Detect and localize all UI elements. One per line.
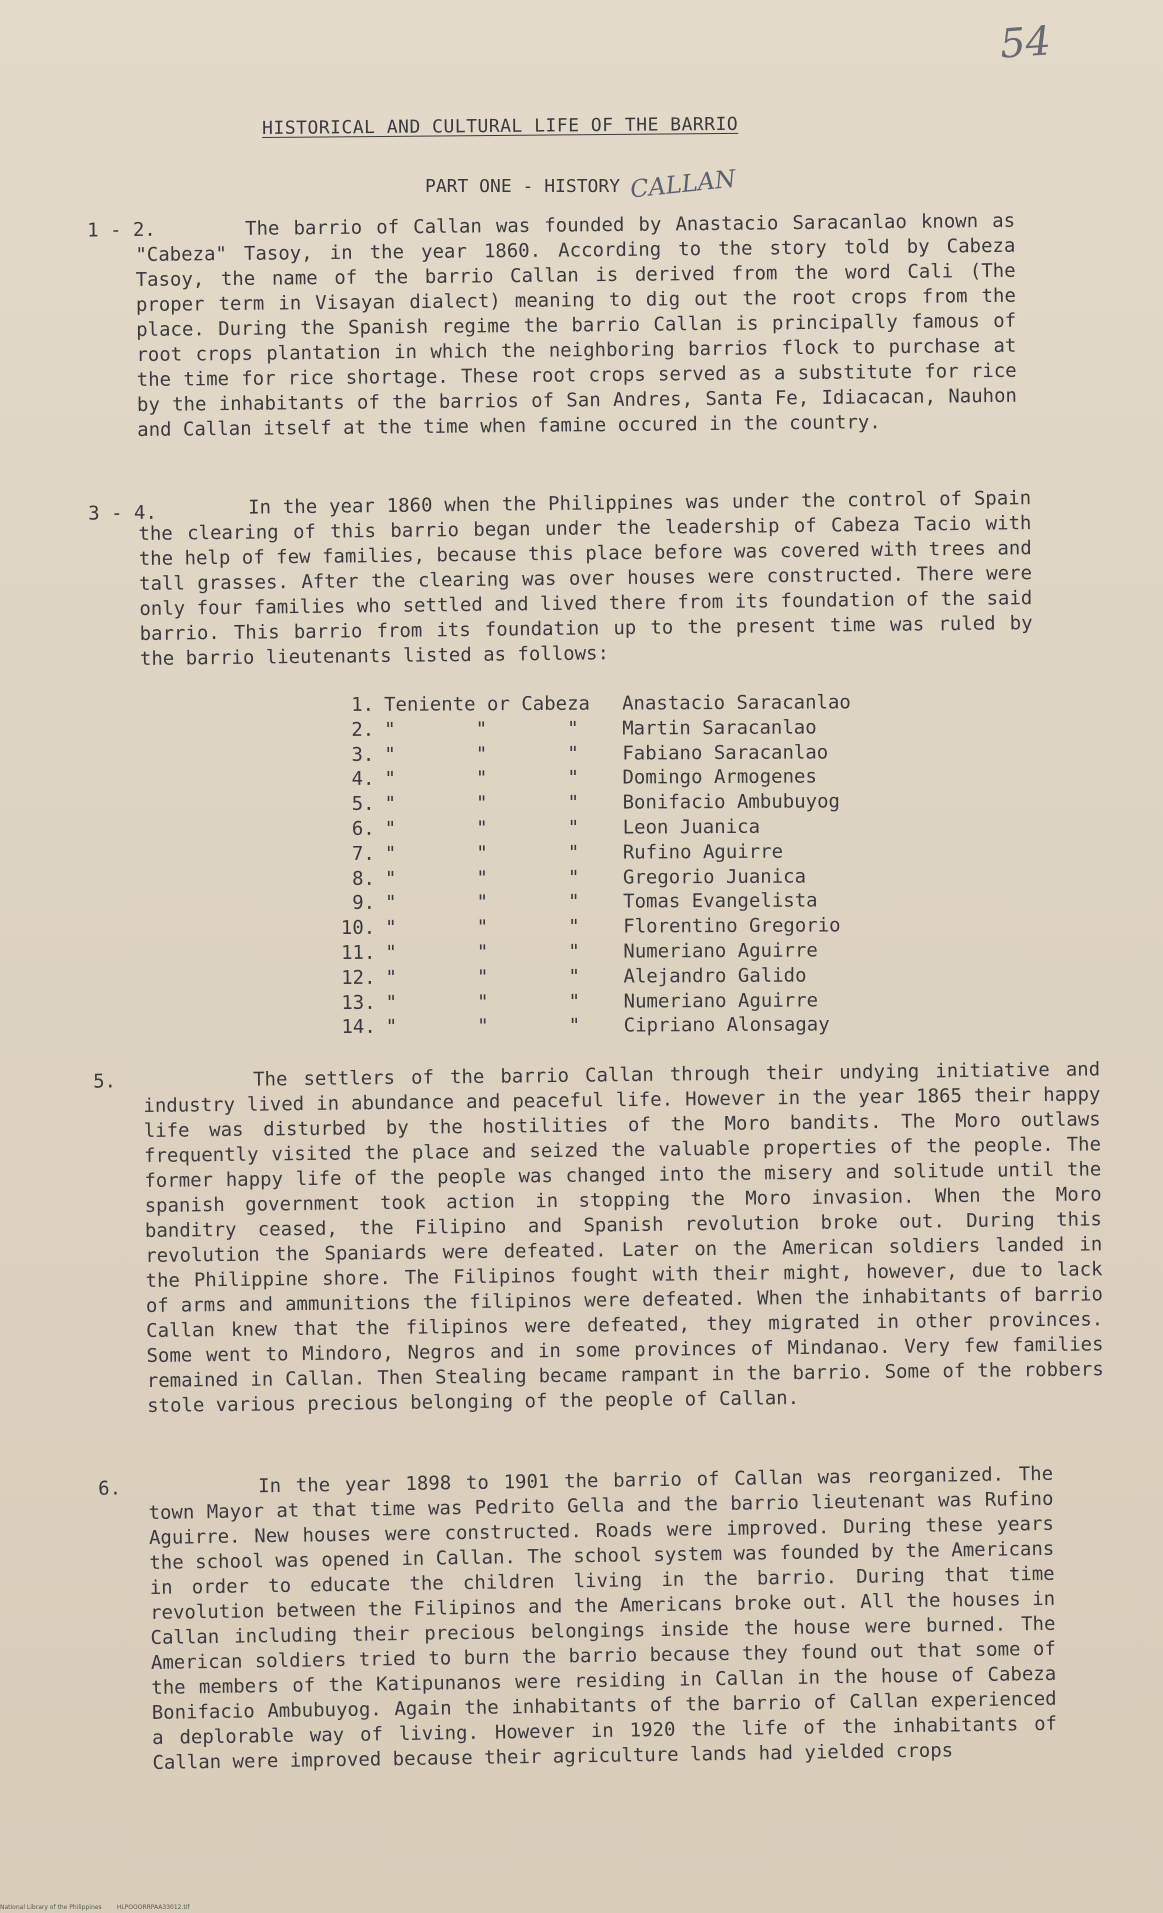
list-item-name: Cipriano Alonsagay [623, 1013, 830, 1037]
subtitle-text: PART ONE - HISTORY [425, 176, 621, 197]
list-item-title: " " " [384, 717, 579, 741]
list-item [338, 690, 898, 718]
list-item-name: Alejandro Galido [623, 964, 807, 988]
list-item [339, 789, 899, 817]
list-item [339, 839, 899, 867]
list-item-title: " " " [384, 742, 579, 766]
list-item [339, 913, 899, 941]
list-item-number: 10. [340, 916, 376, 940]
list-item [338, 715, 898, 743]
list-item-number: 13. [341, 991, 376, 1014]
list-item-number: 9. [352, 892, 376, 915]
list-item-name: Gregorio Juanica [622, 865, 807, 889]
lieutenants-list [338, 690, 900, 1040]
list-item [339, 963, 899, 991]
paragraph-text: The settlers of the barrio Callan through their undying initiative and industry lived in abundance and peaceful life. However in the year 1865 their happy life was disturbed by the hostilities of the Moro bandits. The Moro outlaws frequently visited the place and seized the valuable properties of the people. The former happy life of the people was changed into the misery and solitude until the spanish government took action in stopping the Moro invasion. When the Moro banditry ceased, the Filipino and Spanish revolution broke out. During this revolution the Spaniards were defeated. Later on the American soldiers landed in the Philippine shore. The Filipinos fought with their might, however, due to lack of arms and ammunitions the filipinos were defeated. When the inhabitants of barrio Callan knew that the filipinos were defeated, they migrated in other provinces. Some went to Mindoro, Negros and in some provinces of Mindanao. Very few families remained in Callan. Then Stealing became rampant in the barrio. Some of the robbers stole various precious belonging of the people of Callan. [143, 1058, 1104, 1417]
paragraph-number: 3 - 4. [88, 501, 157, 525]
list-item [340, 1012, 900, 1040]
paragraph-6 [98, 1462, 1058, 1776]
page-subtitle [425, 164, 738, 204]
list-item-name: Florentino Gregorio [623, 914, 841, 938]
list-item-title: " " " [385, 990, 581, 1014]
list-item-number: 1. [351, 693, 375, 716]
list-item-name: Numeriano Aguirre [623, 939, 818, 963]
list-item-number: 11. [340, 941, 376, 964]
page-title: HISTORICAL AND CULTURAL LIFE OF THE BARRIO [262, 113, 739, 139]
list-item-title: Teniente or Cabeza [384, 692, 591, 716]
list-item-number: 7. [351, 842, 375, 865]
list-item-title: " " " [385, 891, 580, 915]
archive-footer: National Library of the Philippines HLPOOORRPAA33012.tif [0, 1904, 190, 1911]
list-item [338, 740, 898, 768]
list-item-title: " " " [385, 940, 580, 964]
list-item-number: 3. [351, 743, 375, 766]
list-item-name: Bonifacio Ambubuyog [622, 790, 840, 814]
list-item-number: 12. [341, 966, 376, 989]
list-item-number: 5. [351, 792, 375, 816]
paragraph-text: In the year 1860 when the Philippines was under the control of Spain the clearing of this barrio began under the leadership of Cabeza Tacio with the help of few families, because this place before was covered with trees and tall grasses. After the clearing was over houses were constructed. There were only four families who settled and lived there from its foundation of the said barrio. This barrio from its foundation up to the present time was ruled by the barrio lieutenants listed as follows: [138, 487, 1033, 670]
list-item-number: 2. [351, 718, 375, 741]
list-item-name: Martin Saracanlao [622, 716, 817, 740]
paragraph-number: 1 - 2. [87, 218, 156, 242]
list-item-name: Numeriano Aguirre [623, 989, 819, 1013]
list-item [339, 864, 899, 892]
list-item-number: 14. [341, 1016, 376, 1039]
list-item-number: 4. [351, 768, 375, 791]
list-item-title: " " " [385, 965, 581, 989]
paragraph-number: 6. [98, 1477, 122, 1500]
list-item-name: Leon Juanica [622, 815, 761, 839]
page-number: 54 [998, 18, 1053, 68]
list-item-name: Anastacio Saracanlao [622, 691, 851, 715]
list-item-number: 6. [351, 817, 375, 840]
list-item-title: " " " [385, 915, 580, 939]
paragraph-5 [93, 1057, 1104, 1419]
handwritten-barrio-name: CALLAN [628, 164, 738, 204]
list-item-name: Domingo Armogenes [622, 765, 817, 789]
list-item [338, 764, 898, 792]
list-item-name: Tomas Evangelista [623, 889, 818, 913]
list-item-title: " " " [384, 866, 580, 890]
list-item [339, 938, 899, 966]
list-item-title: " " " [384, 816, 580, 840]
paragraph-3-4 [88, 486, 1033, 672]
paragraph-number: 5. [93, 1070, 117, 1093]
list-item [339, 814, 899, 842]
paragraph-text: In the year 1898 to 1901 the barrio of Callan was reorganized. The town Mayor at that time was Pedrito Gella and the barrio lieutenant was Rufino Aguirre. New houses were constructed. Roads were improved. During these years the school was opened in Callan. The school system was founded by the Americans in order to educate the children living in the barrio. During that time revolution between the Filipinos and the Americans broke out. All the houses in Callan including their precious belongings inside the house were burned. The American soldiers tried to burn the barrio because they found out that some of the members of the Katipunanos were residing in Callan in the house of Cabeza Bonifacio Ambubuyog. Again the inhabitants of the barrio of Callan experienced a deplorable way of living. However in 1920 the life of the inhabitants of Callan were improved because their agriculture lands had yielded crops [148, 1462, 1058, 1774]
list-item-title: " " " [384, 791, 580, 815]
list-item-name: Fabiano Saracanlao [622, 741, 829, 765]
list-item-number: 8. [352, 867, 376, 890]
paragraph-1-2 [87, 209, 1018, 443]
list-item-name: Rufino Aguirre [622, 840, 784, 864]
list-item-title: " " " [384, 767, 579, 791]
paragraph-text: The barrio of Callan was founded by Anastacio Saracanlao known as "Cabeza" Tasoy, in the year 1860. According to the story told by Cabeza Tasoy, the name of the barrio Callan is derived from the word Cali (The proper term in Visayan dialect) meaning to dig out the root crops from the place. During the Spanish regime the barrio Callan is principally famous of root crops plantation in which the neighboring barrios flock to purchase at the time for rice shortage. These root crops served as a substitute for rice by the inhabitants of the barrios of San Andres, Santa Fe, Idiacacan, Nauhon and Callan itself at the time when famine occured in the country. [135, 209, 1018, 441]
list-item-title: " " " [384, 841, 580, 865]
list-item [339, 888, 899, 916]
list-item [340, 988, 900, 1016]
list-item-title: " " " [385, 1015, 581, 1039]
